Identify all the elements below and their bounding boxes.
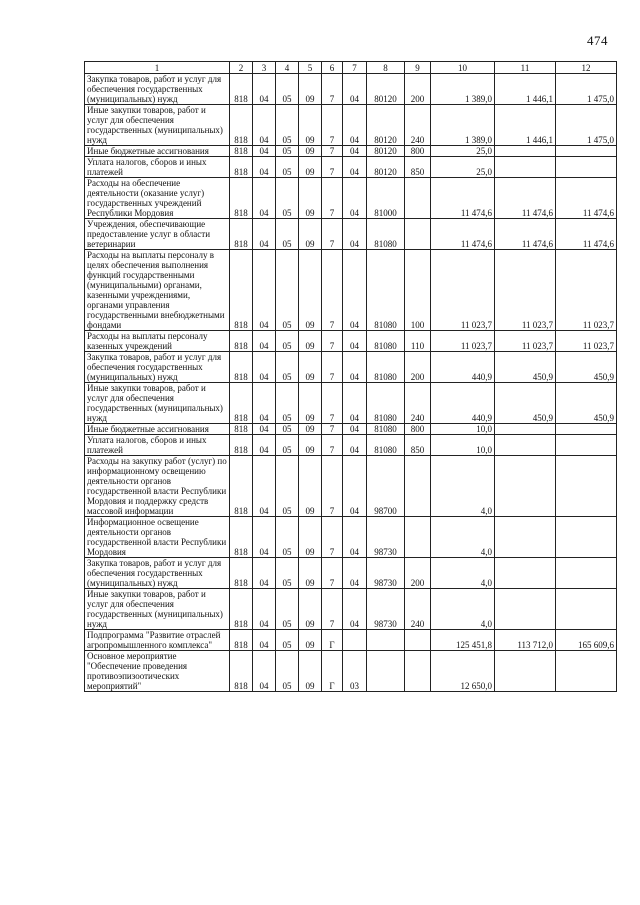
code-program: 09 <box>299 146 322 157</box>
amount-year2 <box>495 651 556 692</box>
code-subsection: 05 <box>276 558 299 589</box>
code-subsection: 05 <box>276 589 299 630</box>
table-row <box>85 105 617 146</box>
code-section: 04 <box>253 331 276 352</box>
code-ministry: 818 <box>230 517 253 558</box>
code-subprogram: 7 <box>322 157 343 178</box>
row-name-cell <box>85 178 230 219</box>
row-name-cell <box>85 435 230 456</box>
code-section: 04 <box>253 157 276 178</box>
table-row <box>85 74 617 105</box>
table-row <box>85 157 617 178</box>
code-subsection: 05 <box>276 651 299 692</box>
code-subprogram: 7 <box>322 331 343 352</box>
table-row <box>85 178 617 219</box>
amount-year3 <box>556 651 617 692</box>
amount-year3: 1 475,0 <box>556 74 617 105</box>
code-direction: 81080 <box>367 424 405 435</box>
code-program: 09 <box>299 219 322 250</box>
amount-year2 <box>495 146 556 157</box>
amount-year2: 1 446,1 <box>495 74 556 105</box>
code-ministry: 818 <box>230 331 253 352</box>
code-subprogram: 7 <box>322 424 343 435</box>
header-cell: 1 <box>85 62 230 74</box>
code-ministry: 818 <box>230 146 253 157</box>
row-name: Иные закупки товаров, работ и услуг для обеспечения государственных (муниципальных) нужд <box>87 589 223 629</box>
row-name-cell <box>85 250 230 331</box>
amount-year2 <box>495 558 556 589</box>
code-program: 09 <box>299 589 322 630</box>
header-cell: 11 <box>495 62 556 74</box>
code-direction: 98730 <box>367 517 405 558</box>
amount-year3: 450,9 <box>556 352 617 383</box>
code-program: 09 <box>299 178 322 219</box>
code-subsection: 05 <box>276 74 299 105</box>
amount-year1: 440,9 <box>431 352 495 383</box>
amount-year2: 1 446,1 <box>495 105 556 146</box>
table-row <box>85 383 617 424</box>
code-ministry: 818 <box>230 424 253 435</box>
code-subsection: 05 <box>276 456 299 517</box>
code-event: 04 <box>343 105 367 146</box>
row-name: Уплата налогов, сборов и иных платежей <box>87 157 207 177</box>
code-event: 04 <box>343 517 367 558</box>
table-row <box>85 558 617 589</box>
code-event: 04 <box>343 157 367 178</box>
amount-year2: 450,9 <box>495 383 556 424</box>
code-program: 09 <box>299 435 322 456</box>
row-name-cell <box>85 105 230 146</box>
code-ministry: 818 <box>230 589 253 630</box>
code-direction: 81080 <box>367 435 405 456</box>
table-row <box>85 424 617 435</box>
amount-year3: 11 023,7 <box>556 250 617 331</box>
table-row <box>85 589 617 630</box>
amount-year1: 4,0 <box>431 589 495 630</box>
code-expense-type: 110 <box>405 331 431 352</box>
code-subprogram: 7 <box>322 105 343 146</box>
code-subprogram: 7 <box>322 383 343 424</box>
code-program: 09 <box>299 250 322 331</box>
amount-year2: 11 474,6 <box>495 219 556 250</box>
code-ministry: 818 <box>230 651 253 692</box>
code-event: 04 <box>343 424 367 435</box>
code-ministry: 818 <box>230 352 253 383</box>
header-cell: 5 <box>299 62 322 74</box>
code-ministry: 818 <box>230 435 253 456</box>
header-cell: 8 <box>367 62 405 74</box>
code-program: 09 <box>299 456 322 517</box>
amount-year3: 11 023,7 <box>556 331 617 352</box>
code-program: 09 <box>299 105 322 146</box>
amount-year1: 25,0 <box>431 146 495 157</box>
code-expense-type: 850 <box>405 157 431 178</box>
code-direction: 80120 <box>367 105 405 146</box>
code-section: 04 <box>253 630 276 651</box>
code-subsection: 05 <box>276 424 299 435</box>
table-row <box>85 219 617 250</box>
row-name-cell <box>85 331 230 352</box>
code-event: 04 <box>343 74 367 105</box>
code-subprogram: 7 <box>322 178 343 219</box>
code-program: 09 <box>299 157 322 178</box>
amount-year3 <box>556 435 617 456</box>
code-section: 04 <box>253 435 276 456</box>
row-name-cell <box>85 219 230 250</box>
amount-year2 <box>495 157 556 178</box>
code-event: 03 <box>343 651 367 692</box>
code-section: 04 <box>253 105 276 146</box>
amount-year3 <box>556 146 617 157</box>
header-cell: 2 <box>230 62 253 74</box>
code-program: 09 <box>299 424 322 435</box>
row-name-cell <box>85 558 230 589</box>
code-expense-type <box>405 651 431 692</box>
code-program: 09 <box>299 558 322 589</box>
code-event: 04 <box>343 589 367 630</box>
code-expense-type <box>405 630 431 651</box>
code-subsection: 05 <box>276 331 299 352</box>
code-section: 04 <box>253 250 276 331</box>
code-program: 09 <box>299 352 322 383</box>
code-subsection: 05 <box>276 157 299 178</box>
amount-year2 <box>495 424 556 435</box>
page-number: 474 <box>587 33 608 48</box>
code-direction: 98730 <box>367 589 405 630</box>
amount-year3: 450,9 <box>556 383 617 424</box>
amount-year3 <box>556 589 617 630</box>
code-direction <box>367 651 405 692</box>
amount-year1: 25,0 <box>431 157 495 178</box>
header-cell: 12 <box>556 62 617 74</box>
code-expense-type: 850 <box>405 435 431 456</box>
table-row <box>85 651 617 692</box>
code-subprogram: Г <box>322 651 343 692</box>
code-section: 04 <box>253 352 276 383</box>
code-event: 04 <box>343 250 367 331</box>
table-row <box>85 146 617 157</box>
row-name: Основное мероприятие "Обеспечение проведения противоэпизоотических мероприятий" <box>87 651 188 691</box>
amount-year1: 440,9 <box>431 383 495 424</box>
header-cell: 10 <box>431 62 495 74</box>
code-expense-type <box>405 178 431 219</box>
code-program: 09 <box>299 630 322 651</box>
code-subsection: 05 <box>276 250 299 331</box>
code-subprogram: 7 <box>322 146 343 157</box>
code-expense-type: 200 <box>405 558 431 589</box>
row-name: Расходы на обеспечение деятельности (оказание услуг) государственных учреждений Республики Мордовия <box>87 178 205 218</box>
code-expense-type: 100 <box>405 250 431 331</box>
code-event: 04 <box>343 383 367 424</box>
code-direction: 81080 <box>367 352 405 383</box>
row-name: Подпрограмма "Развитие отраслей агропромышленного комплекса" <box>87 630 221 650</box>
code-subsection: 05 <box>276 178 299 219</box>
code-section: 04 <box>253 517 276 558</box>
code-program: 09 <box>299 74 322 105</box>
amount-year1: 4,0 <box>431 456 495 517</box>
amount-year2 <box>495 589 556 630</box>
amount-year1: 4,0 <box>431 558 495 589</box>
row-name: Иные бюджетные ассигнования <box>87 424 209 434</box>
row-name: Иные бюджетные ассигнования <box>87 146 209 156</box>
code-section: 04 <box>253 424 276 435</box>
code-event: 04 <box>343 219 367 250</box>
table-row <box>85 630 617 651</box>
code-ministry: 818 <box>230 178 253 219</box>
amount-year2 <box>495 456 556 517</box>
row-name-cell <box>85 456 230 517</box>
code-direction <box>367 630 405 651</box>
table-row <box>85 517 617 558</box>
code-subsection: 05 <box>276 146 299 157</box>
code-program: 09 <box>299 651 322 692</box>
code-subprogram: 7 <box>322 558 343 589</box>
row-name-cell <box>85 517 230 558</box>
code-direction: 81000 <box>367 178 405 219</box>
row-name-cell <box>85 424 230 435</box>
row-name: Расходы на выплаты персоналу в целях обеспечения выполнения функций государственными (муниципальными) органами, казенными учреждениями, органами управления государственными внебюджетными фондами <box>87 250 225 330</box>
row-name-cell <box>85 157 230 178</box>
code-subsection: 05 <box>276 105 299 146</box>
code-expense-type <box>405 219 431 250</box>
row-name: Уплата налогов, сборов и иных платежей <box>87 435 207 455</box>
header-row <box>85 62 617 74</box>
code-ministry: 818 <box>230 456 253 517</box>
amount-year3: 11 474,6 <box>556 219 617 250</box>
amount-year3 <box>556 157 617 178</box>
row-name: Закупка товаров, работ и услуг для обеспечения государственных (муниципальных) нужд <box>87 558 222 588</box>
code-expense-type <box>405 456 431 517</box>
code-subsection: 05 <box>276 383 299 424</box>
code-expense-type <box>405 517 431 558</box>
table-row <box>85 352 617 383</box>
code-expense-type: 240 <box>405 589 431 630</box>
code-event: 04 <box>343 146 367 157</box>
code-ministry: 818 <box>230 383 253 424</box>
row-name: Расходы на выплаты персоналу казенных учреждений <box>87 331 208 351</box>
code-expense-type: 800 <box>405 424 431 435</box>
amount-year1: 11 474,6 <box>431 219 495 250</box>
code-direction: 98730 <box>367 558 405 589</box>
code-section: 04 <box>253 146 276 157</box>
row-name: Иные закупки товаров, работ и услуг для обеспечения государственных (муниципальных) нужд <box>87 383 223 423</box>
row-name-cell <box>85 630 230 651</box>
code-subsection: 05 <box>276 630 299 651</box>
table-row <box>85 331 617 352</box>
amount-year1: 11 023,7 <box>431 331 495 352</box>
code-event: 04 <box>343 558 367 589</box>
amount-year2: 11 023,7 <box>495 250 556 331</box>
code-direction: 81080 <box>367 331 405 352</box>
amount-year1: 125 451,8 <box>431 630 495 651</box>
amount-year2: 11 474,6 <box>495 178 556 219</box>
code-expense-type: 200 <box>405 74 431 105</box>
row-name-cell <box>85 352 230 383</box>
amount-year1: 10,0 <box>431 424 495 435</box>
header-cell: 3 <box>253 62 276 74</box>
amount-year1: 12 650,0 <box>431 651 495 692</box>
code-ministry: 818 <box>230 558 253 589</box>
amount-year3 <box>556 517 617 558</box>
code-event: 04 <box>343 178 367 219</box>
code-section: 04 <box>253 589 276 630</box>
row-name: Учреждения, обеспечивающие предоставление услуг в области ветеринарии <box>87 219 211 249</box>
code-direction: 98700 <box>367 456 405 517</box>
amount-year1: 11 474,6 <box>431 178 495 219</box>
amount-year1: 10,0 <box>431 435 495 456</box>
code-section: 04 <box>253 74 276 105</box>
code-program: 09 <box>299 517 322 558</box>
code-subprogram: 7 <box>322 435 343 456</box>
code-section: 04 <box>253 558 276 589</box>
code-direction: 81080 <box>367 383 405 424</box>
code-expense-type: 240 <box>405 105 431 146</box>
row-name: Иные закупки товаров, работ и услуг для обеспечения государственных (муниципальных) нужд <box>87 105 223 145</box>
code-subprogram: Г <box>322 630 343 651</box>
amount-year2: 450,9 <box>495 352 556 383</box>
amount-year3 <box>556 456 617 517</box>
code-ministry: 818 <box>230 219 253 250</box>
code-subprogram: 7 <box>322 589 343 630</box>
code-program: 09 <box>299 331 322 352</box>
code-direction: 81080 <box>367 219 405 250</box>
row-name: Закупка товаров, работ и услуг для обеспечения государственных (муниципальных) нужд <box>87 74 222 104</box>
table-row <box>85 456 617 517</box>
amount-year2 <box>495 435 556 456</box>
code-expense-type: 800 <box>405 146 431 157</box>
code-direction: 81080 <box>367 250 405 331</box>
row-name-cell <box>85 651 230 692</box>
code-event: 04 <box>343 456 367 517</box>
row-name-cell <box>85 74 230 105</box>
code-event: 04 <box>343 435 367 456</box>
code-ministry: 818 <box>230 157 253 178</box>
code-direction: 80120 <box>367 157 405 178</box>
code-subsection: 05 <box>276 219 299 250</box>
code-section: 04 <box>253 456 276 517</box>
amount-year3 <box>556 558 617 589</box>
code-subsection: 05 <box>276 352 299 383</box>
code-section: 04 <box>253 383 276 424</box>
code-ministry: 818 <box>230 630 253 651</box>
table-row <box>85 435 617 456</box>
code-direction: 80120 <box>367 74 405 105</box>
code-expense-type: 200 <box>405 352 431 383</box>
budget-table <box>84 61 617 692</box>
amount-year3: 165 609,6 <box>556 630 617 651</box>
table-body <box>85 74 617 692</box>
code-section: 04 <box>253 178 276 219</box>
amount-year3: 11 474,6 <box>556 178 617 219</box>
code-ministry: 818 <box>230 250 253 331</box>
amount-year2: 113 712,0 <box>495 630 556 651</box>
code-event: 04 <box>343 352 367 383</box>
code-subprogram: 7 <box>322 456 343 517</box>
row-name: Информационное освещение деятельности органов государственной власти Республики Мордовия <box>87 517 227 557</box>
code-section: 04 <box>253 219 276 250</box>
code-ministry: 818 <box>230 74 253 105</box>
code-subprogram: 7 <box>322 74 343 105</box>
row-name-cell <box>85 146 230 157</box>
row-name-cell <box>85 589 230 630</box>
code-section: 04 <box>253 651 276 692</box>
amount-year2: 11 023,7 <box>495 331 556 352</box>
amount-year1: 1 389,0 <box>431 105 495 146</box>
table-row <box>85 250 617 331</box>
amount-year3 <box>556 424 617 435</box>
header-cell: 4 <box>276 62 299 74</box>
amount-year1: 1 389,0 <box>431 74 495 105</box>
amount-year1: 11 023,7 <box>431 250 495 331</box>
amount-year3: 1 475,0 <box>556 105 617 146</box>
code-event: 04 <box>343 331 367 352</box>
code-expense-type: 240 <box>405 383 431 424</box>
row-name-cell <box>85 383 230 424</box>
header-cell: 6 <box>322 62 343 74</box>
code-program: 09 <box>299 383 322 424</box>
row-name: Закупка товаров, работ и услуг для обеспечения государственных (муниципальных) нужд <box>87 352 222 382</box>
code-ministry: 818 <box>230 105 253 146</box>
row-name: Расходы на закупку работ (услуг) по информационному освещению деятельности органов государственной власти Республики Мордовия и поддержку средств массовой информации <box>87 456 227 516</box>
code-subprogram: 7 <box>322 250 343 331</box>
code-subprogram: 7 <box>322 352 343 383</box>
code-subsection: 05 <box>276 435 299 456</box>
code-direction: 80120 <box>367 146 405 157</box>
header-cell: 7 <box>343 62 367 74</box>
header-cell: 9 <box>405 62 431 74</box>
amount-year2 <box>495 517 556 558</box>
code-subprogram: 7 <box>322 517 343 558</box>
amount-year1: 4,0 <box>431 517 495 558</box>
code-event <box>343 630 367 651</box>
code-subprogram: 7 <box>322 219 343 250</box>
code-subsection: 05 <box>276 517 299 558</box>
